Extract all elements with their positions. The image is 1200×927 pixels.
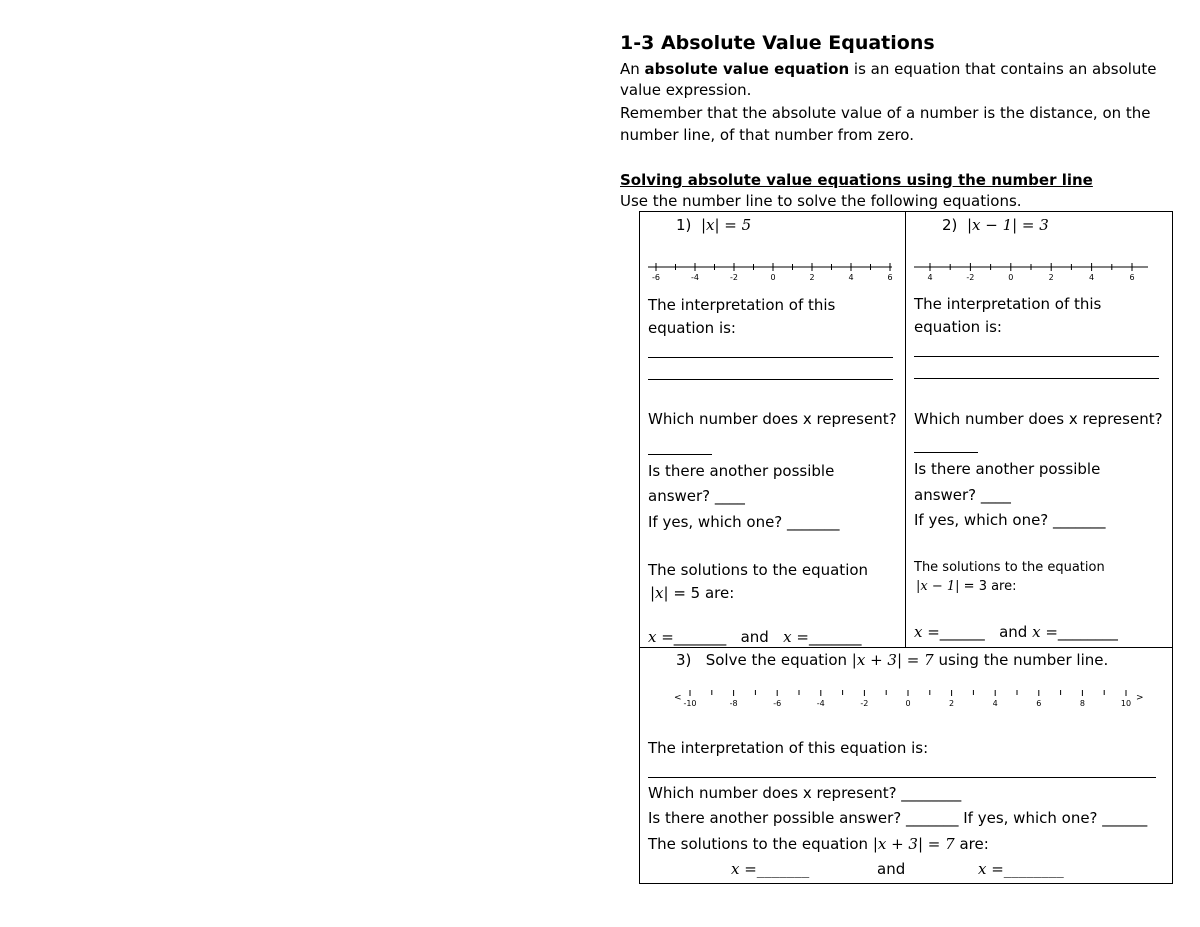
number-line-label: 8 [1079,699,1085,708]
problem3-which-number: Which number does x represent? ________ [648,784,962,802]
problem3-answer-and: and [877,860,906,878]
remember-line-1: Remember that the absolute value of a number is the distance, on the [620,104,1151,122]
number-line-label: 4 [992,699,998,708]
intro-line-2: value expression. [620,81,752,99]
problem1-answers: x =_______ and x =_______ [648,628,862,646]
problem1-if-yes: If yes, which one? _______ [648,513,840,531]
problem1-interp-line2: equation is: [648,319,736,337]
problem2-solutions-line1: The solutions to the equation [914,560,1105,575]
problem3-answer-line[interactable] [648,777,1156,778]
problem1-another-line1: Is there another possible [648,462,835,480]
problem1-interp-line1: The interpretation of this [648,296,836,314]
intro-line-1: An absolute value equation is an equation that contains an absolute [620,60,1157,78]
problem3-solutions: The solutions to the equation |x + 3| = 7 are: [648,835,989,853]
problem3-another: Is there another possible answer? _______ If yes, which one? ______ [648,809,1148,827]
number-line-label: 2 [949,699,955,708]
problem2-if-yes: If yes, which one? _______ [914,511,1106,529]
problem2-interp-line2: equation is: [914,318,1002,336]
number-line-label: 4 [927,273,933,282]
problem3-heading: 3) Solve the equation |x + 3| = 7 using the number line. [676,651,1109,669]
problem3-answer-x1: x =_______ [731,860,810,878]
problem2-which-number: Which number does x represent? [914,410,1163,428]
remember-line-2: number line, of that number from zero. [620,126,914,144]
column-divider [905,211,906,648]
number-line-label: -8 [729,699,738,708]
problem2-interp-line1: The interpretation of this [914,295,1102,313]
number-line-label: 4 [1089,273,1095,282]
problem1-solutions-line1: The solutions to the equation [648,561,869,579]
number-line-label: 4 [848,273,854,282]
number-line-label: 0 [905,699,911,708]
problem2-heading: 2) |x − 1| = 3 [942,216,1049,234]
section-heading: Solving absolute value equations using the number line [620,171,1093,189]
problem2-number-line [912,258,1152,286]
number-line-label: 0 [1008,273,1014,282]
problem2-another-line1: Is there another possible [914,460,1101,478]
problem2-another-line2: answer? ____ [914,486,1011,504]
number-line-label: -10 [683,699,697,708]
number-line-label: -4 [691,273,699,282]
problem3-answer-x2: x =________ [978,860,1064,878]
problem2-solutions-line2: |x − 1| = 3 are: [916,579,1017,594]
number-line-label: 6 [1036,699,1042,708]
problem3-number-line [672,688,1146,712]
section-instruction: Use the number line to solve the following equations. [620,192,1022,210]
problem2-which-blank[interactable] [914,452,978,453]
number-line-label: 10 [1120,699,1132,708]
number-line-label: 0 [770,273,776,282]
number-line-label: 2 [1048,273,1054,282]
problem2-answers: x =______ and x =________ [914,623,1118,641]
number-line-label: -2 [730,273,738,282]
problem1-solutions-line2: |x| = 5 are: [650,584,735,602]
problem1-heading: 1) |x| = 5 [676,216,752,234]
number-line-label: -4 [816,699,825,708]
problem2-answer-line[interactable] [914,378,1159,379]
problem1-number-line [646,258,896,286]
problem1-answer-line[interactable] [648,357,893,358]
row-divider [639,647,1173,648]
number-line-label: -2 [966,273,975,282]
problem1-which-number: Which number does x represent? [648,410,897,428]
problem2-answer-line[interactable] [914,356,1159,357]
number-line-label: -2 [860,699,869,708]
page-title: 1-3 Absolute Value Equations [620,32,935,54]
problem1-answer-line[interactable] [648,379,893,380]
problem3-interp: The interpretation of this equation is: [648,739,929,757]
svg-text:>: > [1136,693,1144,703]
number-line-label: -6 [652,273,660,282]
number-line-label: 2 [809,273,815,282]
problem1-another-line2: answer? ____ [648,487,745,505]
svg-text:<: < [674,693,682,703]
number-line-label: 6 [1129,273,1135,282]
number-line-label: -6 [773,699,782,708]
problem1-which-blank[interactable] [648,454,712,455]
number-line-label: 6 [887,273,893,282]
